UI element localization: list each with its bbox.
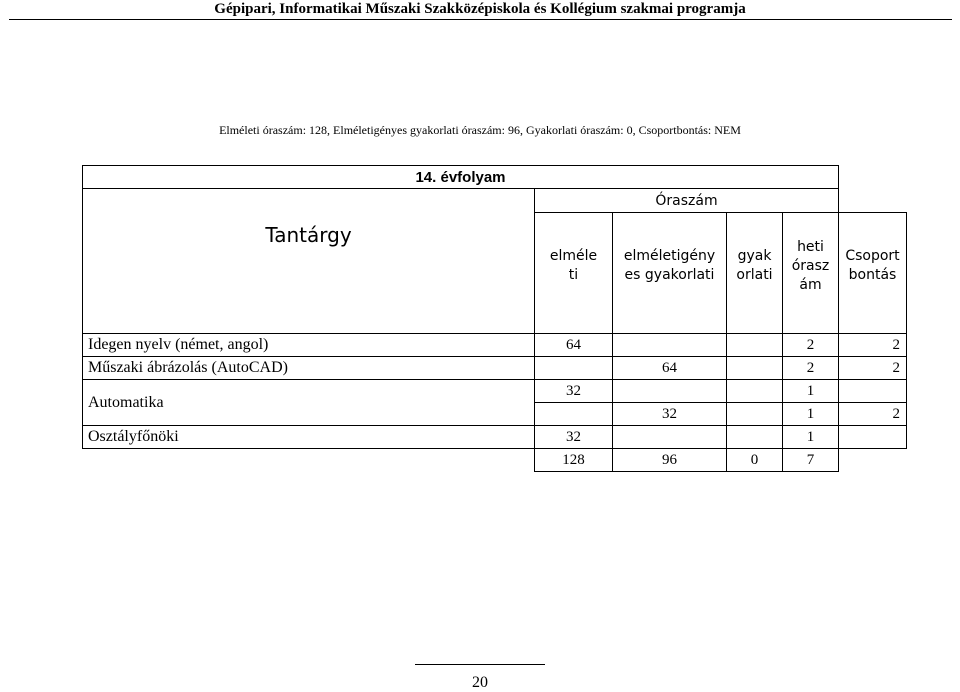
subject-name: Idegen nyelv (német, angol) [83,334,535,357]
table-row: Automatika 32 1 [83,380,907,403]
table-row: Osztályfőnöki 32 1 [83,426,907,449]
table-row: Idegen nyelv (német, angol) 64 2 2 [83,334,907,357]
column-header-elmeletigenyes: elméletigény es gyakorlati [613,213,727,331]
totals-row [83,449,907,472]
year-header: 14. évfolyam [83,166,839,189]
column-header-elmeleti: elméle ti [535,213,613,331]
hours-group-header: Óraszám [535,189,839,213]
table-row: Műszaki ábrázolás (AutoCAD) 64 2 2 [83,357,907,380]
subject-name: Osztályfőnöki [83,426,535,449]
column-header-heti: heti órasz ám [783,213,839,331]
table-subrow: 32 1 2 [83,403,907,426]
page-number: 20 [472,674,488,691]
document-header-title: Gépipari, Informatikai Műszaki Szakközépiskola és Kollégium szakmai programja [214,1,746,17]
hours-summary: Elméleti óraszám: 128, Elméletigényes gyakorlati óraszám: 96, Gyakorlati óraszám: 0, Csoportbontás: NEM [219,123,741,137]
footer-rule [415,664,545,665]
subject-name: Műszaki ábrázolás (AutoCAD) [83,357,535,380]
total-heti: 7 [783,449,839,472]
subject-column-header: Tantárgy [83,189,535,331]
column-header-gyakorlati: gyak orlati [727,213,783,331]
total-elmeleti: 128 [535,449,613,472]
total-elmeletigenyes: 96 [613,449,727,472]
column-header-csoport: Csoport bontás [839,213,907,331]
header-rule [9,19,952,20]
subject-name: Automatika [83,380,535,426]
total-gyakorlati: 0 [727,449,783,472]
curriculum-table [82,165,907,472]
